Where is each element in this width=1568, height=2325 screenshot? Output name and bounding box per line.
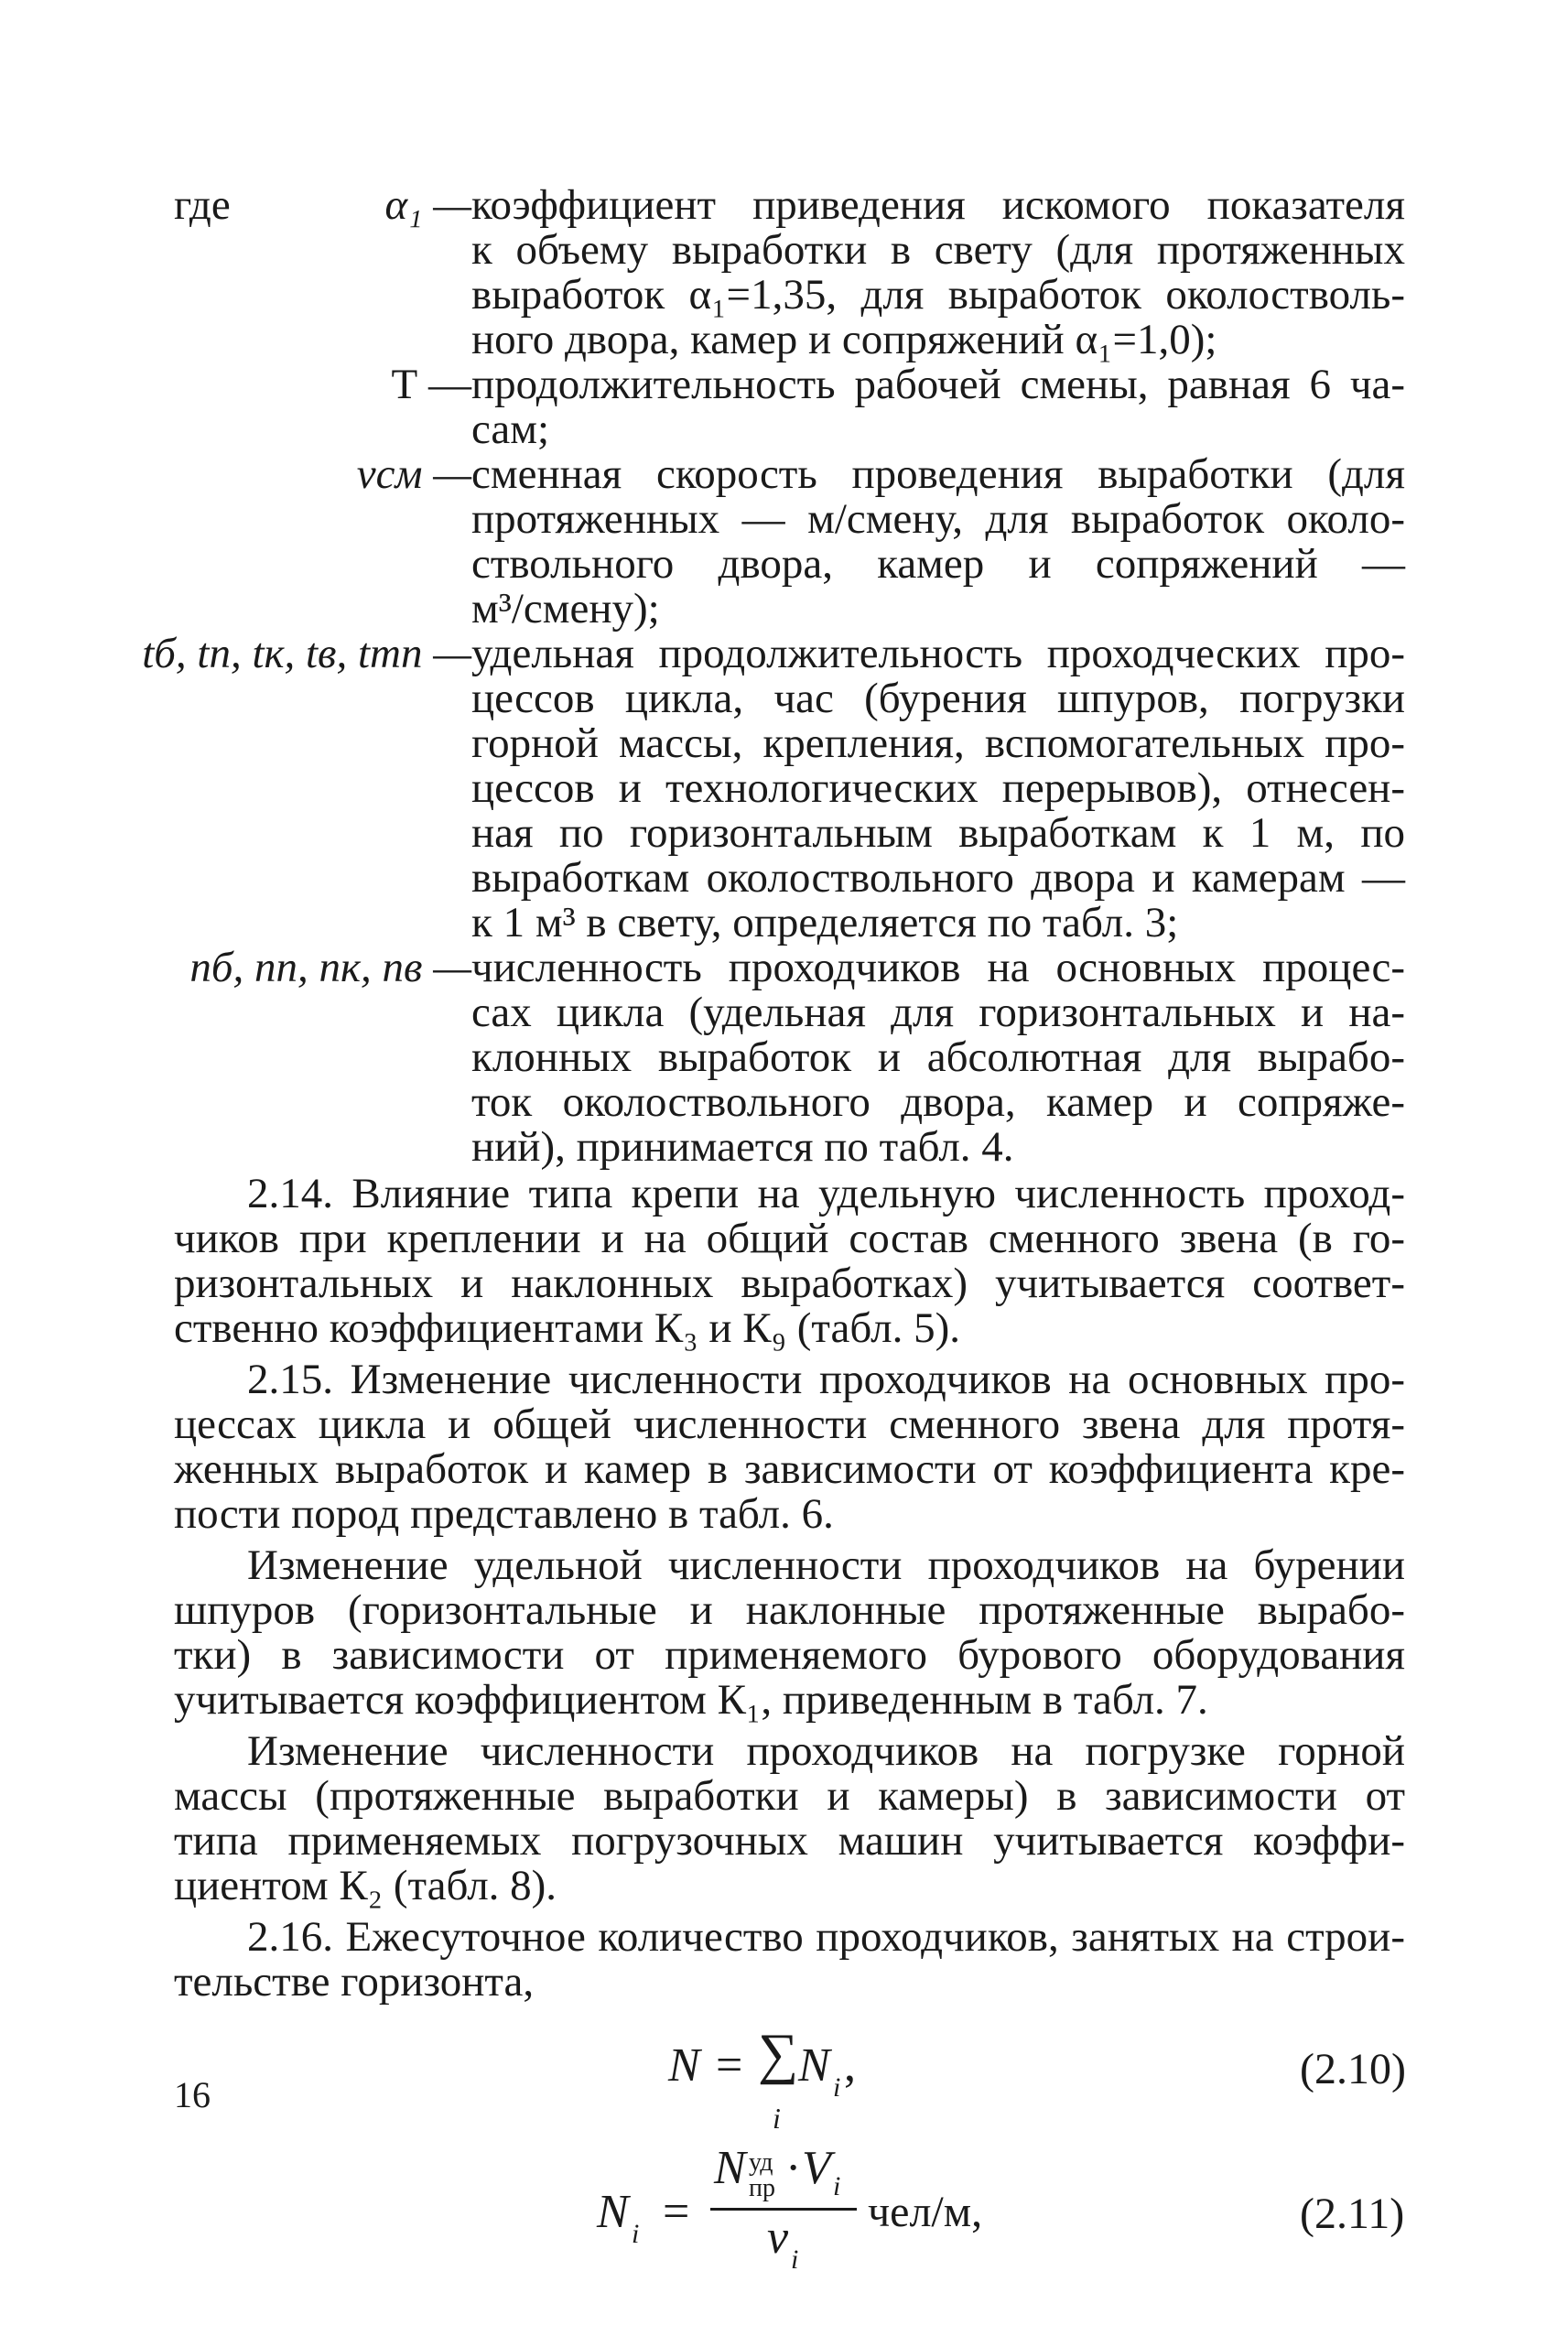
page-number: 16 (174, 2074, 211, 2115)
definition-label-t: Т — (391, 361, 471, 408)
definition-line: ний), принимается по табл. 4. (471, 1123, 1014, 1171)
multiply-dot: · (785, 2142, 802, 2194)
formula-term-subscript: i (833, 2072, 841, 2103)
paragraph-line: 2.16. Ежесуточное количество проходчиков, занятых на строи- (247, 1913, 1405, 1961)
definition-line: ного двора, камер и сопряжений α₁=1,0); (471, 316, 1217, 363)
paragraph-line: шпуров (горизонтальные и наклонные протяженные вырабо- (174, 1586, 1405, 1634)
definition-line: ствольного двора, камер и сопряжений — (471, 540, 1405, 588)
numerator-superscript: уд (749, 2148, 773, 2177)
formula-lhs: N (668, 2039, 700, 2092)
paragraph-line: женных выработок и камер в зависимости от коэффициента кре- (174, 1445, 1405, 1493)
sum-index: i (773, 2102, 781, 2135)
paragraph-line: 2.14. Влияние типа крепи на удельную численность проход- (247, 1170, 1405, 1217)
definition-line: ная по горизонтальным выработкам к 1 м, по (471, 809, 1405, 857)
definition-label-vsm: vсм — (356, 450, 471, 498)
definition-line: сах цикла (удельная для горизонтальных и на- (471, 989, 1405, 1036)
definition-line: продолжительность рабочей смены, равная 6 ча- (471, 361, 1405, 408)
definition-line: выработкам околоствольного двора и камерам — (471, 854, 1405, 902)
definition-line: цессов цикла, час (бурения шпуров, погрузки (471, 675, 1405, 722)
numerator-volume-subscript: i (833, 2171, 841, 2201)
paragraph-line: массы (протяженные выработки и камеры) в зависимости от (174, 1772, 1405, 1820)
sum-sign: ∑ (758, 2023, 799, 2085)
definition-line: удельная продолжительность проходческих про- (471, 630, 1405, 677)
definition-line: цессов и технологических перерывов), отнесен- (471, 764, 1405, 812)
paragraph-line: пости пород представлено в табл. 6. (174, 1490, 834, 1538)
numerator-volume: V (802, 2142, 831, 2194)
paragraph-line: ственно коэффициентами К₃ и К₉ (табл. 5). (174, 1304, 960, 1352)
paragraph-line: тельстве горизонта, (174, 1958, 535, 2006)
formula-lhs-subscript: i (632, 2219, 640, 2249)
definition-label-n: nб, nп, nк, nв — (189, 944, 471, 991)
definition-label-t-times: tб, tп, tк, tв, tтп — (142, 630, 471, 677)
paragraph-line: чиков при креплении и на общий состав сменного звена (в го- (174, 1215, 1405, 1262)
paragraph-line: цессах цикла и общей численности сменного звена для протя- (174, 1400, 1405, 1448)
definition-line: протяженных — м/смену, для выработок около- (471, 495, 1405, 543)
fraction-bar (710, 2208, 857, 2211)
definition-line: клонных выработок и абсолютная для вырабо- (471, 1033, 1405, 1081)
intro-word: где (174, 181, 231, 229)
definition-line: к 1 м³ в свету, определяется по табл. 3; (471, 899, 1179, 946)
equation-number: (2.10) (1300, 2045, 1406, 2093)
formula-equals: = (663, 2186, 690, 2238)
paragraph-line: тки) в зависимости от применяемого бурового оборудования (174, 1631, 1405, 1679)
numerator-symbol: N (714, 2142, 746, 2194)
definition-line: к объему выработки в свету (для протяженных (471, 226, 1405, 274)
paragraph-line: ризонтальных и наклонных выработках) учитывается соответ- (174, 1260, 1405, 1307)
formula-unit: чел/м, (868, 2188, 983, 2236)
paragraph-line: циентом К₂ (табл. 8). (174, 1862, 557, 1909)
definition-label-alpha: α₁ — (384, 181, 471, 229)
formula-lhs: N (597, 2186, 629, 2238)
denominator-symbol: v (767, 2211, 789, 2264)
paragraph-line: типа применяемых погрузочных машин учитывается коэффи- (174, 1817, 1405, 1865)
definition-line: горной массы, крепления, вспомогательных про- (471, 719, 1405, 767)
paragraph-line: Изменение удельной численности проходчиков на бурении (247, 1541, 1405, 1589)
paragraph-line: 2.15. Изменение численности проходчиков на основных про- (247, 1356, 1405, 1403)
definition-line: сменная скорость проведения выработки (для (471, 450, 1405, 498)
formula-term: N (798, 2039, 830, 2092)
equation-number: (2.11) (1300, 2190, 1405, 2238)
definition-line: численность проходчиков на основных процес- (471, 944, 1405, 991)
definition-line: сам; (471, 406, 550, 453)
denominator-subscript: i (791, 2244, 799, 2275)
formula-comma: , (844, 2039, 856, 2092)
paragraph-line: учитывается коэффициентом К₁, приведенным в табл. 7. (174, 1676, 1208, 1724)
numerator-subscript: пр (749, 2174, 775, 2202)
definition-line: выработок α₁=1,35, для выработок околостволь- (471, 271, 1405, 319)
definition-line: м³/смену); (471, 585, 660, 633)
paragraph-line: Изменение численности проходчиков на погрузке горной (247, 1727, 1405, 1775)
definition-line: ток околоствольного двора, камер и сопряже- (471, 1078, 1405, 1126)
formula-equals: = (716, 2039, 743, 2092)
definition-line: коэффициент приведения искомого показателя (471, 181, 1405, 229)
